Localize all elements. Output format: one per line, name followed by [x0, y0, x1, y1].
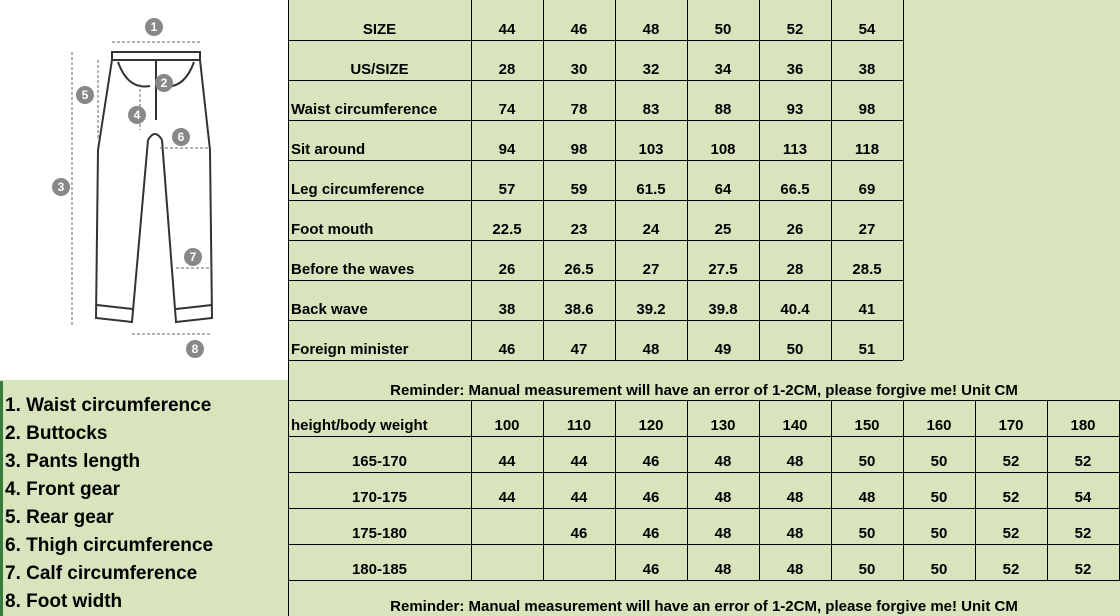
table-cell: 46 [642, 525, 660, 542]
table-cell: 28.5 [852, 261, 882, 278]
table-cell: 26 [786, 221, 804, 238]
weight-header-cell: 120 [638, 417, 664, 434]
row-label: Foreign minister [291, 341, 409, 358]
table-cell: 64 [714, 181, 732, 198]
legend-item: 5. Rear gear [5, 507, 114, 528]
legend-item: 1. Waist circumference [5, 395, 212, 416]
table-cell: 52 [1002, 453, 1020, 470]
table-cell: 93 [786, 101, 804, 118]
table-cell: 54 [1074, 489, 1092, 506]
table-cell: 59 [570, 181, 588, 198]
grid-line [831, 400, 832, 580]
table-cell: 32 [642, 61, 660, 78]
size-header-cell: 48 [642, 21, 660, 38]
legend-item: 6. Thigh circumference [5, 535, 214, 556]
table-cell: 26.5 [564, 261, 594, 278]
row-label: Back wave [291, 301, 368, 318]
row-label: Leg circumference [291, 181, 425, 198]
grid-line [288, 544, 1120, 545]
size-header-label: SIZE [362, 21, 397, 38]
size-header-cell: 52 [786, 21, 804, 38]
table-cell: 39.2 [636, 301, 666, 318]
row-label: Waist circumference [291, 101, 438, 118]
row-label: 170-175 [351, 489, 408, 506]
size-chart-sheet [288, 0, 1120, 616]
grid-line [831, 0, 832, 360]
table-cell: 52 [1002, 525, 1020, 542]
size-header-cell: 46 [570, 21, 588, 38]
table-cell: 38 [858, 61, 876, 78]
table-cell: 50 [858, 453, 876, 470]
table-cell: 48 [714, 453, 732, 470]
table-cell: 25 [714, 221, 732, 238]
grid-line [288, 120, 903, 121]
table-cell: 34 [714, 61, 732, 78]
diagram-marker-4: 4 [128, 106, 146, 124]
table-cell: 118 [854, 141, 880, 158]
table-cell: 94 [498, 141, 516, 158]
grid-line [288, 160, 903, 161]
table-cell: 103 [638, 141, 664, 158]
diagram-marker-3: 3 [52, 178, 70, 196]
table-cell: 38.6 [564, 301, 594, 318]
row-label: Foot mouth [291, 221, 374, 238]
grid-line [288, 200, 903, 201]
table-cell: 113 [782, 141, 808, 158]
table-cell: 48 [714, 525, 732, 542]
row-label: Before the waves [291, 261, 415, 278]
grid-line [288, 360, 903, 361]
grid-line [288, 580, 1120, 581]
table-cell: 48 [786, 525, 804, 542]
table-cell: 108 [710, 141, 736, 158]
measurement-legend [0, 381, 288, 616]
weight-header-cell: 130 [710, 417, 736, 434]
legend-item: 8. Foot width [5, 591, 123, 612]
table-cell: 50 [930, 489, 948, 506]
table-cell: 44 [498, 453, 516, 470]
legend-item: 3. Pants length [5, 451, 141, 472]
grid-line [288, 0, 289, 360]
table-cell: 46 [642, 489, 660, 506]
row-label: 165-170 [351, 453, 408, 470]
row-label: US/SIZE [350, 61, 409, 78]
table-cell: 74 [498, 101, 516, 118]
table-cell [543, 544, 615, 580]
table-cell: 69 [858, 181, 876, 198]
table-cell: 44 [498, 489, 516, 506]
grid-line [288, 320, 903, 321]
table-cell: 61.5 [636, 181, 666, 198]
weight-header-cell: 150 [854, 417, 880, 434]
table-cell: 50 [930, 453, 948, 470]
table-cell: 38 [498, 301, 516, 318]
grid-line [687, 400, 688, 580]
table-cell: 48 [786, 561, 804, 578]
table-cell: 47 [570, 341, 588, 358]
weight-header-cell: 140 [782, 417, 808, 434]
weight-header-cell: 180 [1070, 417, 1096, 434]
table-cell: 44 [570, 453, 588, 470]
table-cell: 46 [498, 341, 516, 358]
table-cell: 52 [1002, 489, 1020, 506]
grid-line [543, 400, 544, 580]
table-cell: 48 [714, 489, 732, 506]
table-cell: 52 [1002, 561, 1020, 578]
table-cell: 22.5 [492, 221, 522, 238]
diagram-marker-5: 5 [76, 86, 94, 104]
diagram-marker-1: 1 [145, 18, 163, 36]
grid-line [288, 400, 1120, 401]
table-cell: 50 [786, 341, 804, 358]
diagram-marker-7: 7 [184, 248, 202, 266]
table-cell: 57 [498, 181, 516, 198]
table-cell: 39.8 [708, 301, 738, 318]
grid-line [288, 360, 289, 400]
grid-line [288, 580, 289, 616]
diagram-marker-2: 2 [155, 74, 173, 92]
grid-line [288, 280, 903, 281]
grid-line [288, 472, 1120, 473]
row-label: Sit around [291, 141, 366, 158]
table-cell: 26 [498, 261, 516, 278]
table-cell: 51 [858, 341, 876, 358]
reminder-text: Reminder: Manual measurement will have an error of 1-2CM, please forgive me! Unit CM [390, 382, 1018, 399]
table-cell: 36 [786, 61, 804, 78]
grid-line [288, 240, 903, 241]
table-cell [471, 544, 543, 580]
size-header-cell: 54 [858, 21, 876, 38]
pants-diagram [0, 0, 288, 380]
grid-line [288, 400, 289, 580]
table-cell: 50 [930, 525, 948, 542]
table-cell: 23 [570, 221, 588, 238]
table-cell: 46 [642, 453, 660, 470]
table-cell: 30 [570, 61, 588, 78]
grid-line [471, 0, 472, 360]
weight-header-cell: 100 [494, 417, 520, 434]
table-cell: 27 [642, 261, 660, 278]
grid-line [471, 400, 472, 580]
pants-outline-icon [0, 0, 288, 380]
legend-item: 4. Front gear [5, 479, 121, 500]
diagram-marker-6: 6 [172, 128, 190, 146]
grid-line [1047, 400, 1048, 580]
grid-line [615, 400, 616, 580]
grid-line [288, 80, 903, 81]
table-cell: 27.5 [708, 261, 738, 278]
grid-line [288, 40, 903, 41]
table-cell: 48 [642, 341, 660, 358]
legend-item: 7. Calf circumference [5, 563, 198, 584]
grid-line [288, 436, 1120, 437]
weight-header-cell: 110 [566, 417, 592, 434]
legend-item: 2. Buttocks [5, 423, 108, 444]
grid-line [543, 0, 544, 360]
table-cell: 50 [858, 525, 876, 542]
table-cell: 48 [786, 453, 804, 470]
weight-header-label: height/body weight [291, 417, 428, 434]
table-cell: 46 [570, 525, 588, 542]
table-cell: 48 [714, 561, 732, 578]
grid-line [615, 0, 616, 360]
table-cell: 66.5 [780, 181, 810, 198]
table-cell: 83 [642, 101, 660, 118]
table-cell: 78 [570, 101, 588, 118]
weight-header-cell: 170 [998, 417, 1024, 434]
table-cell: 41 [858, 301, 876, 318]
table-cell: 88 [714, 101, 732, 118]
table-cell: 49 [714, 341, 732, 358]
table-cell: 50 [930, 561, 948, 578]
grid-line [288, 508, 1120, 509]
row-label: 175-180 [351, 525, 408, 542]
grid-line [975, 400, 976, 580]
table-cell: 28 [786, 261, 804, 278]
table-cell: 24 [642, 221, 660, 238]
table-cell: 50 [858, 561, 876, 578]
table-cell: 48 [786, 489, 804, 506]
grid-line [759, 0, 760, 360]
table-cell: 28 [498, 61, 516, 78]
table-cell: 52 [1074, 525, 1092, 542]
table-cell: 98 [858, 101, 876, 118]
table-cell: 52 [1074, 561, 1092, 578]
table-cell: 98 [570, 141, 588, 158]
table-cell: 46 [642, 561, 660, 578]
size-header-cell: 44 [498, 21, 516, 38]
table-cell: 52 [1074, 453, 1092, 470]
table-cell: 40.4 [780, 301, 810, 318]
weight-header-cell: 160 [926, 417, 952, 434]
reminder-text: Reminder: Manual measurement will have an error of 1-2CM, please forgive me! Unit CM [390, 598, 1018, 615]
grid-line [903, 0, 904, 360]
diagram-marker-8: 8 [186, 340, 204, 358]
size-header-cell: 50 [714, 21, 732, 38]
grid-line [903, 400, 904, 580]
grid-line [759, 400, 760, 580]
table-cell [471, 508, 543, 544]
table-cell: 44 [570, 489, 588, 506]
table-cell: 27 [858, 221, 876, 238]
row-label: 180-185 [351, 561, 408, 578]
grid-line [687, 0, 688, 360]
table-cell: 48 [858, 489, 876, 506]
